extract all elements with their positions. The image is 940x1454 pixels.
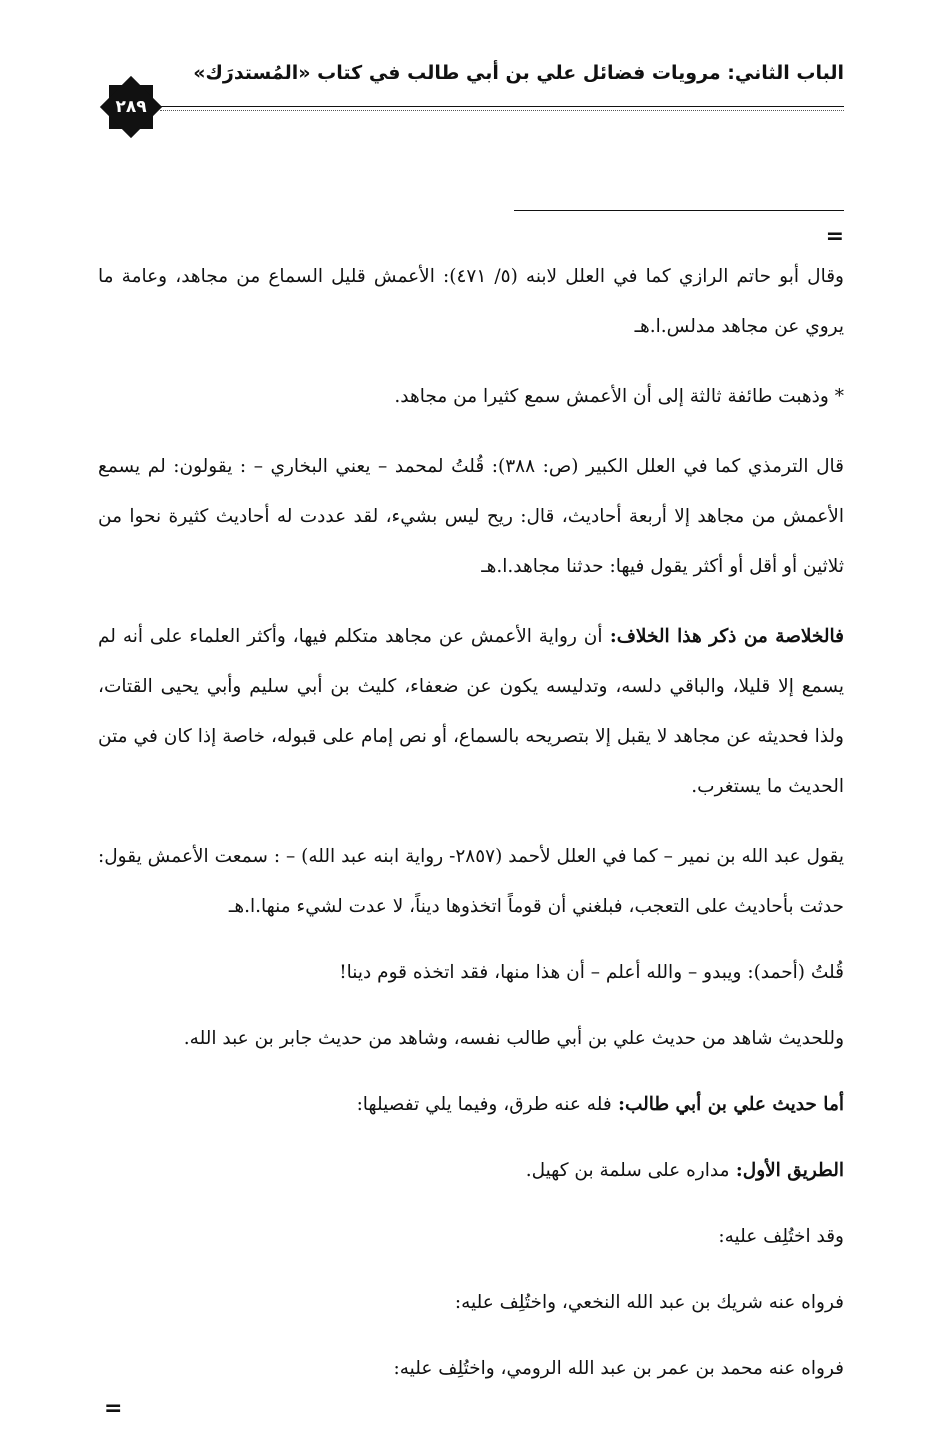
paragraph-text: فله عنه طرق، وفيما يلي تفصيلها: (356, 1094, 612, 1115)
paragraph-lead: فالخلاصة من ذكر هذا الخلاف: (602, 626, 844, 647)
paragraph-text: يقول عبد الله بن نمير – كما في العلل لأحمد (٢٨٥٧- رواية ابنه عبد الله) – : سمعت الأعمش يقول: حدثت بأحاديث على التعجب، فبلغني أن قوماً اتخذوها ديناً، لا عدت لشيء منها.ا.هـ (98, 846, 844, 917)
paragraph-text: أن رواية الأعمش عن مجاهد متكلم فيها، وأكثر العلماء على أنه لم يسمع إلا قليلا، والباقي دلسه، وتدليسه يكون عن ضعفاء، كليث بن أبي سليم وأبي يحيى القتات، ولذا فحديثه عن مجاهد لا يقبل إلا بتصريحه بالسماع، أو نص إمام على قبوله، خاصة إذا كان في متن الحديث ما يستغرب. (98, 626, 844, 797)
paragraph-text: وقال أبو حاتم الرازي كما في العلل لابنه (٥/ ٤٧١): الأعمش قليل السماع من مجاهد، وعامة ما يروي عن مجاهد مدلس.ا.هـ (98, 266, 844, 337)
paragraph-lead: أما حديث علي بن أبي طالب: (611, 1094, 844, 1115)
header-dotted-rule (160, 110, 844, 111)
paragraph-1 (98, 252, 844, 352)
paragraph-text: مداره على سلمة بن كهيل. (525, 1160, 730, 1181)
paragraph-3 (98, 442, 844, 592)
paragraph-text: قال الترمذي كما في العلل الكبير (ص: ٣٨٨): قُلتُ لمحمد – يعني البخاري – : يقولون: لم يسمع الأعمش من مجاهد إلا أربعة أحاديث، قال: ريح ليس بشيء، لقد عددت له أحاديث كثيرة نحوا من ثلاثين أو أقل أو أكثر يقول فيها: حدثنا مجاهد.ا.هـ (98, 456, 844, 577)
paragraph-2 (98, 372, 844, 422)
paragraph-text: قُلتُ (أحمد): ويبدو – والله أعلم – أن هذا منها، فقد اتخذه قوم دينا! (339, 962, 844, 983)
paragraph-text: وللحديث شاهد من حديث علي بن أبي طالب نفسه، وشاهد من حديث جابر بن عبد الله. (183, 1028, 844, 1049)
paragraph-8 (98, 1080, 844, 1130)
paragraph-lead: الطريق الأول: (729, 1160, 844, 1181)
paragraph-9 (98, 1146, 844, 1196)
paragraph-5 (98, 832, 844, 932)
header-rule (160, 106, 844, 107)
body-text (98, 252, 844, 1410)
paragraph-text: فرواه عنه محمد بن عمر بن عبد الله الرومي، واختُلِف عليه: (393, 1358, 844, 1379)
footnote-separator (514, 210, 844, 211)
paragraph-text: فرواه عنه شريك بن عبد الله النخعي، واختُلِف عليه: (454, 1292, 844, 1313)
paragraph-10 (98, 1212, 844, 1262)
page-number: ٢٨٩ (115, 97, 147, 117)
paragraph-6 (98, 948, 844, 998)
paragraph-4 (98, 612, 844, 812)
paragraph-11 (98, 1278, 844, 1328)
page-number-badge (98, 74, 164, 140)
footnote-continuation-mark-top: = (825, 224, 844, 249)
footnote-continuation-mark-bottom: = (104, 1396, 123, 1421)
paragraph-12 (98, 1344, 844, 1394)
paragraph-7 (98, 1014, 844, 1064)
paragraph-text: * وذهبت طائفة ثالثة إلى أن الأعمش سمع كثيرا من مجاهد. (394, 386, 844, 407)
paragraph-text: وقد اختُلِف عليه: (718, 1226, 844, 1247)
running-head-title: الباب الثاني: مرويات فضائل علي بن أبي طالب في كتاب «المُستدرَك» (193, 62, 844, 84)
